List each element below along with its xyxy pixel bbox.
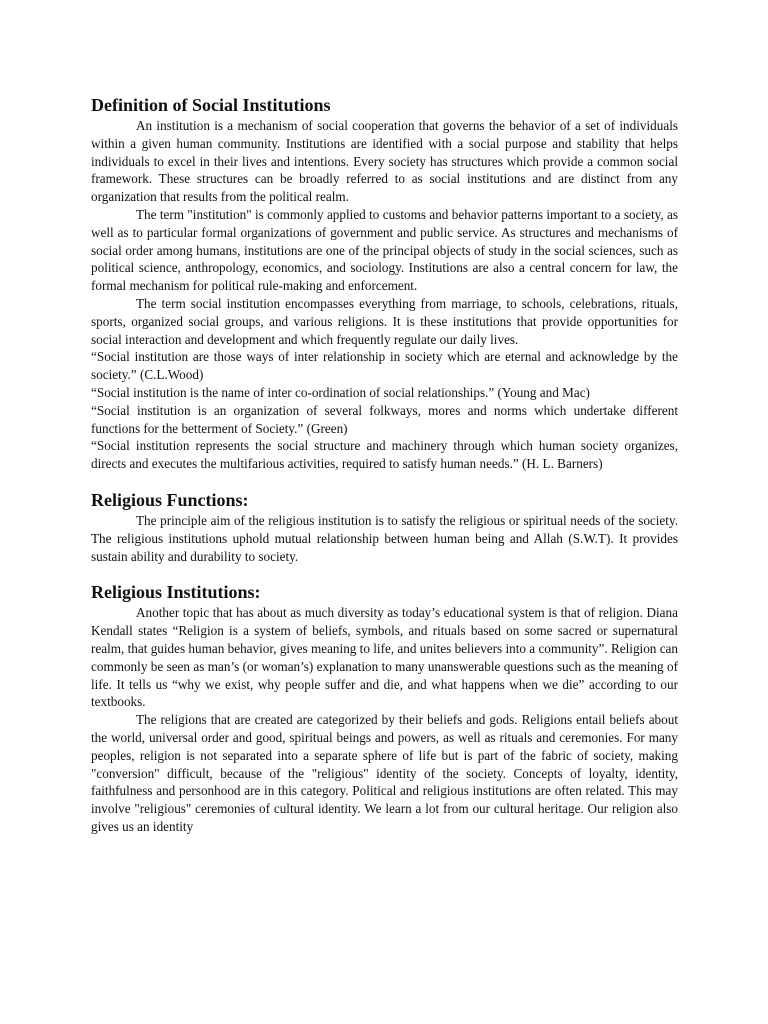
quote: “Social institution represents the social structure and machinery through which human society organizes, directs and executes the multifarious activities, required to satisfy human needs.” (H. L. Barners) xyxy=(91,438,678,472)
paragraph: The term social institution encompasses everything from marriage, to schools, celebrations, rituals, sports, organized social groups, and various religions. It is these institutions that provide opportunities for social interaction and development and which frequently regulate our daily lives. xyxy=(91,295,678,347)
document-page xyxy=(91,94,678,836)
section-definition xyxy=(91,94,678,473)
paragraph: The term "institution" is commonly applied to customs and behavior patterns important to a society, as well as to particular formal organizations of government and public service. As structures and mechanisms of social order among humans, institutions are one of the principal objects of study in the social sciences, such as political science, anthropology, economics, and sociology. Institutions are also a central concern for law, the formal mechanism for political rule-making and enforcement. xyxy=(91,206,678,294)
section-heading: Religious Functions: xyxy=(91,489,249,510)
section-religious-functions xyxy=(91,489,678,565)
section-heading: Religious Institutions: xyxy=(91,582,261,603)
section-religious-institutions xyxy=(91,581,678,835)
paragraph: The religions that are created are categorized by their beliefs and gods. Religions entail beliefs about the world, universal order and good, spiritual beings and powers, as well as rituals and ceremonies. For many peoples, religion is not separated into a separate sphere of life but is part of the fabric of society, making "conversion" difficult, because of the "religious" identity of the society. Concepts of loyalty, identity, faithfulness and personhood are in this category. Political and religious institutions are often related. This may involve "religious" ceremonies of cultural identity. We learn a lot from our cultural heritage. Our religion also gives us an identity xyxy=(91,712,678,834)
paragraph: Another topic that has about as much diversity as today’s educational system is that of religion. Diana Kendall states “Religion is a system of beliefs, symbols, and rituals based on some sacred or supernatural realm, that guides human behavior, gives meaning to life, and unites believers into a community”. Religion can commonly be seen as man’s (or woman’s) explanation to many unanswerable questions such as the meaning of life. It tells us “why we exist, why people suffer and die, and what happens when we die” according to our textbooks. xyxy=(91,605,678,710)
section-heading: Definition of Social Institutions xyxy=(91,95,331,115)
quote: “Social institution is an organization of several folkways, mores and norms which undertake different functions for the betterment of Society.” (Green) xyxy=(91,402,678,436)
quote: “Social institution are those ways of inter relationship in society which are eternal and acknowledge by the society.” (C.L.Wood) xyxy=(91,349,678,383)
quote: “Social institution is the name of inter co-ordination of social relationships.” (Young and Mac) xyxy=(91,384,590,400)
paragraph: An institution is a mechanism of social cooperation that governs the behavior of a set of individuals within a given human community. Institutions are identified with a social purpose and stability that helps individuals to excel in their lives and intentions. Every society has structures which provide a common social framework. These structures can be broadly referred to as social institutions and are distinct from any organization that results from the political realm. xyxy=(91,118,678,205)
paragraph: The principle aim of the religious institution is to satisfy the religious or spiritual needs of the society. The religious institutions uphold mutual relationship between human being and Allah (S.W.T). It provides sustain ability and durability to society. xyxy=(91,512,678,564)
